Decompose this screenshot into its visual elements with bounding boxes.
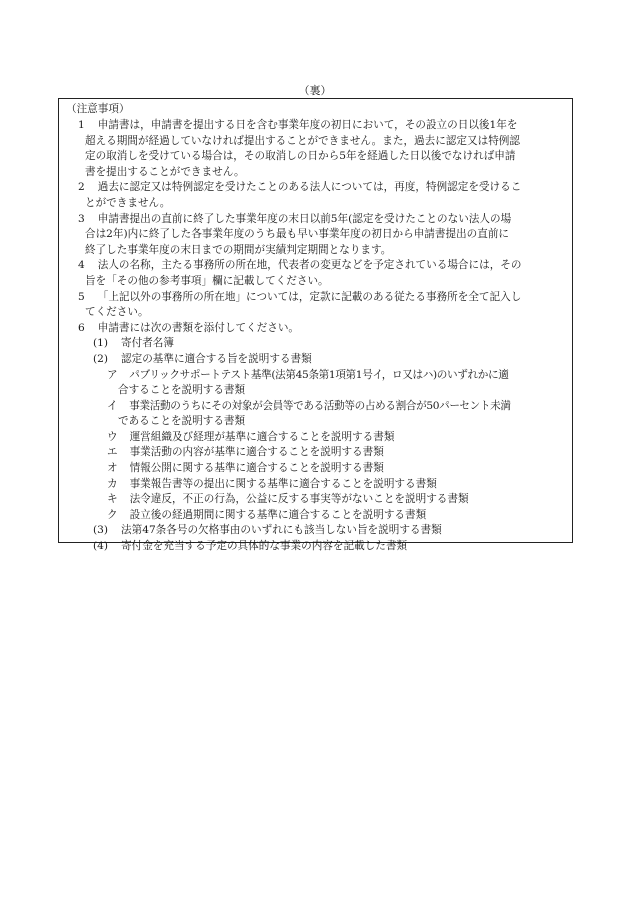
note-text: 「上記以外の事務所の所在地」については，定款に記載のある従たる事務所を全て記入し [97, 290, 522, 303]
page-header: （裏） [298, 84, 332, 97]
note-item-3-line-2: 合は2年)内に終了した各事業年度のうち最も早い事業年度の初日から申請書提出の直前に [85, 228, 510, 241]
note-item-1-line-4: 書を提出することができません。 [85, 165, 245, 178]
attachment-item-2 [66, 352, 566, 368]
criterion-u [66, 430, 566, 446]
criterion-a-number: ア [107, 368, 118, 381]
criterion-text: パブリックサポートテスト基準(法第45条第1項第1号イ，ロ又はハ)のいずれかに適 [129, 368, 509, 381]
note-item-1-line-1 [66, 118, 566, 134]
note-item-3-line-3: 終了した事業年度の末日までの期間が実績判定期間となります。 [85, 243, 392, 256]
criterion-o-number: オ [107, 462, 118, 475]
criterion-ku [66, 508, 566, 524]
attachment-item-4-number: (4) [93, 540, 109, 553]
criterion-u-number: ウ [107, 430, 118, 443]
note-text: 過去に認定又は特例認定を受けたことのある法人については，再度，特例認定を受けるこ [97, 181, 522, 194]
note-item-5-line-1 [66, 290, 566, 306]
criterion-text: 運営組織及び経理が基準に適合することを説明する書類 [129, 430, 395, 443]
note-item-2 [66, 180, 566, 211]
criterion-text: 事業活動の内容が基準に適合することを説明する書類 [129, 446, 384, 459]
note-item-4 [66, 258, 566, 289]
note-item-4-line-2: 旨を「その他の参考事項」欄に記載してください。 [85, 274, 329, 287]
note-item-3-line-1 [66, 212, 566, 228]
criterion-text: 事業活動のうちにその対象が会員等である活動等の占める割合が50パーセント未満 [129, 399, 511, 412]
criterion-text: 情報公開に関する基準に適合することを説明する書類 [129, 462, 384, 475]
note-item-3-number: 3 [78, 212, 85, 225]
note-item-1-line-3: 定の取消しを受けている場合は，その取消しの日から5年を経過した日以後でなければ申請 [85, 150, 516, 163]
note-text: 申請書は，申請書を提出する日を含む事業年度の初日において，その設立の日以後1年を [97, 119, 518, 131]
note-item-2-line-2: とができません。 [85, 196, 171, 209]
criterion-i [66, 399, 566, 415]
attachment-item-1 [66, 336, 566, 352]
note-item-6-line-1 [66, 321, 566, 337]
note-item-5 [66, 290, 566, 321]
criterion-i-number: イ [107, 399, 118, 412]
attachment-item-3 [66, 523, 566, 539]
criterion-ki-number: キ [107, 493, 118, 506]
note-text: 申請書提出の直前に終了した事業年度の末日以前5年(認定を受けたことのない法人の場 [97, 212, 512, 225]
notes-box [58, 98, 573, 553]
note-item-2-line-1 [66, 180, 566, 196]
attachment-item-4 [66, 539, 566, 555]
criterion-ku-number: ク [107, 508, 118, 521]
criterion-a-cont: 合することを説明する書類 [118, 384, 246, 397]
criterion-i-cont: であることを説明する書類 [118, 415, 246, 428]
note-item-1 [66, 118, 566, 180]
notes-title: （注意事項） [66, 103, 130, 115]
note-item-2-number: 2 [78, 181, 85, 194]
criterion-ka [66, 477, 566, 493]
note-item-6 [66, 321, 566, 337]
note-item-3 [66, 212, 566, 259]
criterion-ka-number: カ [107, 477, 118, 490]
criterion-text: 法令違反，不正の行為，公益に反する事実等がないことを説明する書類 [129, 493, 469, 506]
note-text: 法人の名称，主たる事務所の所在地，代表者の変更などを予定されている場合には，その [97, 259, 522, 272]
criterion-text: 事業報告書等の提出に関する基準に適合することを説明する書類 [129, 477, 437, 490]
attachment-text: 寄付金を充当する予定の具体的な事業の内容を記載した書類 [121, 540, 408, 553]
note-text: 申請書には次の書類を添付してください。 [97, 321, 300, 334]
attachment-item-2-number: (2) [93, 352, 109, 365]
criterion-text: 設立後の経過期間に関する基準に適合することを説明する書類 [129, 508, 427, 521]
criterion-ki [66, 492, 566, 508]
criterion-a [66, 368, 566, 384]
attachment-item-3-number: (3) [93, 524, 109, 537]
attachment-text: 法第47条各号の欠格事由のいずれにも該当しない旨を説明する書類 [121, 524, 442, 537]
note-item-4-line-1 [66, 258, 566, 274]
attachment-text: 寄付者名簿 [121, 337, 174, 350]
note-item-1-line-2: 超える期間が経過していなければ提出することができません。また，過去に認定又は特例認 [85, 134, 520, 147]
attachment-item-1-number: (1) [93, 337, 109, 350]
note-item-5-line-2: てください。 [85, 306, 149, 319]
note-item-1-number: 1 [78, 119, 85, 131]
note-item-5-number: 5 [78, 290, 85, 303]
note-item-6-number: 6 [78, 321, 85, 334]
criterion-e [66, 445, 566, 461]
criterion-o [66, 461, 566, 477]
attachment-text: 認定の基準に適合する旨を説明する書類 [121, 352, 312, 365]
note-item-4-number: 4 [78, 259, 85, 272]
criterion-e-number: エ [107, 446, 118, 459]
